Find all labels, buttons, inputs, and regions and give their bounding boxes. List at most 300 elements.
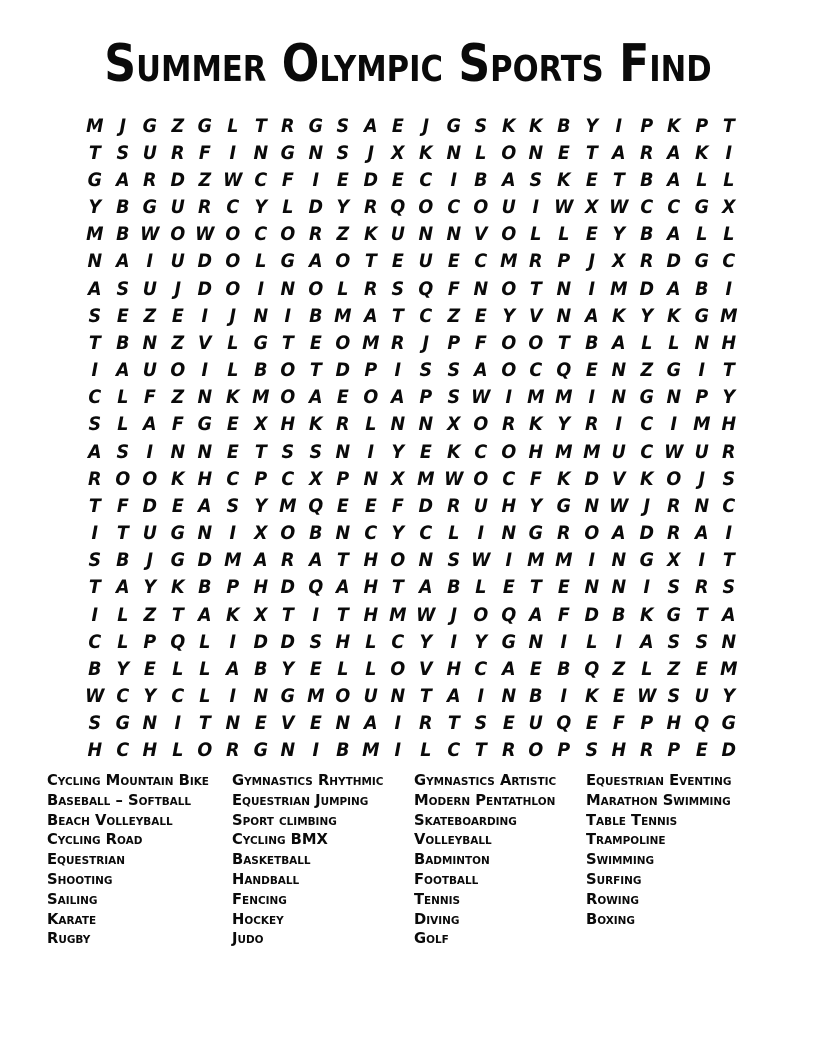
grid-cell[interactable]: O	[583, 522, 599, 545]
grid-cell[interactable]: I	[229, 630, 236, 653]
grid-cell[interactable]: E	[171, 494, 184, 517]
grid-cell[interactable]: K	[529, 114, 543, 137]
grid-cell[interactable]: E	[695, 657, 708, 680]
grid-cell[interactable]: R	[225, 739, 240, 762]
grid-cell[interactable]: N	[335, 522, 351, 545]
grid-cell[interactable]: V	[198, 331, 212, 354]
grid-cell[interactable]: L	[668, 331, 680, 354]
grid-cell[interactable]: G	[142, 114, 158, 137]
grid-cell[interactable]: L	[199, 657, 211, 680]
grid-cell[interactable]: A	[391, 386, 405, 409]
grid-cell[interactable]: N	[611, 576, 627, 599]
grid-cell[interactable]: L	[116, 630, 128, 653]
grid-cell[interactable]: E	[585, 168, 598, 191]
grid-cell[interactable]: L	[585, 630, 597, 653]
grid-cell[interactable]: D	[170, 168, 185, 191]
grid-cell[interactable]: I	[146, 440, 154, 463]
grid-cell[interactable]: A	[694, 522, 709, 545]
grid-cell[interactable]: I	[588, 386, 595, 409]
grid-cell[interactable]: P	[336, 467, 350, 490]
grid-cell[interactable]: Y	[557, 413, 571, 436]
grid-cell[interactable]: X	[253, 603, 268, 626]
grid-cell[interactable]: X	[391, 141, 405, 164]
grid-cell[interactable]: L	[723, 223, 735, 246]
grid-cell[interactable]: F	[281, 168, 294, 191]
grid-cell[interactable]: Y	[391, 440, 405, 463]
grid-cell[interactable]: E	[337, 494, 350, 517]
grid-cell[interactable]: Y	[253, 196, 267, 219]
grid-cell[interactable]: G	[115, 712, 130, 735]
grid-cell[interactable]: G	[694, 250, 709, 273]
grid-cell[interactable]: S	[309, 440, 322, 463]
grid-cell[interactable]: A	[88, 440, 102, 463]
grid-cell[interactable]: X	[667, 549, 681, 572]
grid-cell[interactable]: I	[615, 114, 623, 137]
grid-cell[interactable]: E	[530, 657, 543, 680]
grid-cell[interactable]: H	[252, 576, 268, 599]
grid-cell[interactable]: S	[447, 359, 460, 382]
grid-cell[interactable]: B	[694, 277, 709, 300]
grid-cell[interactable]: B	[639, 168, 654, 191]
grid-cell[interactable]: T	[337, 549, 349, 572]
grid-cell[interactable]: T	[530, 277, 543, 300]
grid-cell[interactable]: F	[447, 277, 460, 300]
grid-cell[interactable]: T	[88, 576, 101, 599]
grid-cell[interactable]: K	[225, 386, 240, 409]
grid-cell[interactable]: A	[667, 223, 681, 246]
grid-cell[interactable]: E	[419, 440, 432, 463]
grid-cell[interactable]: E	[474, 304, 487, 327]
grid-cell[interactable]: U	[142, 522, 158, 545]
grid-cell[interactable]: Z	[336, 223, 350, 246]
grid-cell[interactable]: S	[667, 685, 681, 708]
grid-cell[interactable]: I	[257, 277, 264, 300]
grid-cell[interactable]: I	[532, 196, 540, 219]
grid-cell[interactable]: R	[391, 331, 405, 354]
grid-cell[interactable]: X	[253, 413, 268, 436]
grid-cell[interactable]: C	[502, 467, 515, 490]
grid-cell[interactable]: S	[391, 277, 405, 300]
grid-cell[interactable]: O	[473, 603, 489, 626]
grid-cell[interactable]: J	[698, 467, 705, 490]
grid-cell[interactable]: I	[229, 685, 236, 708]
grid-cell[interactable]: I	[725, 277, 733, 300]
grid-cell[interactable]: N	[694, 494, 709, 517]
grid-cell[interactable]: G	[280, 685, 296, 708]
grid-cell[interactable]: S	[116, 141, 129, 164]
grid-cell[interactable]: L	[640, 657, 653, 680]
grid-cell[interactable]: R	[143, 168, 157, 191]
grid-cell[interactable]: H	[501, 494, 516, 517]
grid-cell[interactable]: N	[335, 440, 351, 463]
grid-cell[interactable]: N	[197, 440, 213, 463]
grid-cell[interactable]: K	[170, 467, 185, 490]
grid-cell[interactable]: E	[116, 304, 129, 327]
grid-cell[interactable]: I	[670, 413, 678, 436]
grid-cell[interactable]: O	[170, 223, 185, 246]
grid-cell[interactable]: G	[253, 331, 268, 354]
grid-cell[interactable]: I	[146, 250, 154, 273]
grid-cell[interactable]: S	[116, 277, 129, 300]
grid-cell[interactable]: V	[529, 304, 543, 327]
grid-cell[interactable]: L	[337, 277, 349, 300]
grid-cell[interactable]: R	[694, 576, 709, 599]
grid-cell[interactable]: O	[501, 359, 516, 382]
grid-cell[interactable]: A	[308, 250, 323, 273]
grid-cell[interactable]: L	[227, 331, 239, 354]
grid-cell[interactable]: L	[365, 413, 377, 436]
grid-cell[interactable]: Q	[556, 359, 572, 382]
grid-cell[interactable]: B	[88, 657, 102, 680]
grid-cell[interactable]: B	[557, 114, 571, 137]
grid-cell[interactable]: E	[309, 331, 322, 354]
grid-cell[interactable]: E	[392, 114, 405, 137]
grid-cell[interactable]: T	[337, 603, 349, 626]
grid-cell[interactable]: P	[640, 114, 653, 137]
grid-cell[interactable]: C	[171, 685, 184, 708]
grid-cell[interactable]: A	[529, 603, 543, 626]
grid-cell[interactable]: U	[473, 494, 489, 517]
grid-cell[interactable]: R	[639, 141, 654, 164]
grid-cell[interactable]: I	[615, 413, 623, 436]
grid-cell[interactable]: T	[171, 603, 184, 626]
grid-cell[interactable]: B	[557, 657, 571, 680]
grid-cell[interactable]: N	[611, 549, 627, 572]
grid-cell[interactable]: G	[197, 413, 213, 436]
grid-cell[interactable]: A	[667, 168, 681, 191]
grid-cell[interactable]: R	[363, 196, 378, 219]
grid-cell[interactable]: F	[612, 712, 625, 735]
grid-cell[interactable]: N	[666, 386, 682, 409]
grid-cell[interactable]: N	[197, 522, 213, 545]
grid-cell[interactable]: O	[335, 685, 351, 708]
grid-cell[interactable]: T	[364, 250, 377, 273]
grid-cell[interactable]: G	[528, 522, 544, 545]
grid-cell[interactable]: W	[443, 467, 464, 490]
grid-cell[interactable]: I	[505, 549, 512, 572]
grid-cell[interactable]: T	[695, 603, 708, 626]
grid-cell[interactable]: R	[667, 522, 681, 545]
grid-cell[interactable]: A	[336, 576, 350, 599]
grid-cell[interactable]: N	[142, 712, 158, 735]
grid-cell[interactable]: V	[474, 223, 488, 246]
grid-cell[interactable]: C	[667, 196, 681, 219]
grid-cell[interactable]: C	[253, 223, 267, 246]
grid-cell[interactable]: G	[639, 386, 654, 409]
grid-cell[interactable]: A	[446, 685, 461, 708]
grid-cell[interactable]: J	[422, 331, 430, 354]
grid-cell[interactable]: S	[695, 630, 708, 653]
grid-cell[interactable]: O	[528, 331, 544, 354]
grid-cell[interactable]: C	[419, 168, 433, 191]
grid-cell[interactable]: O	[308, 277, 323, 300]
grid-cell[interactable]: N	[252, 685, 268, 708]
grid-cell[interactable]: M	[279, 494, 297, 517]
grid-cell[interactable]: Y	[612, 223, 626, 246]
grid-cell[interactable]: A	[612, 522, 626, 545]
grid-cell[interactable]: K	[639, 467, 654, 490]
grid-cell[interactable]: Z	[171, 386, 184, 409]
grid-cell[interactable]: I	[560, 685, 567, 708]
grid-cell[interactable]: W	[85, 685, 105, 708]
grid-cell[interactable]: I	[698, 359, 705, 382]
grid-cell[interactable]: N	[583, 494, 599, 517]
grid-cell[interactable]: D	[197, 549, 213, 572]
grid-cell[interactable]: I	[229, 141, 236, 164]
grid-cell[interactable]: D	[363, 168, 378, 191]
grid-cell[interactable]: W	[223, 168, 243, 191]
grid-cell[interactable]: J	[119, 114, 126, 137]
grid-cell[interactable]: M	[361, 331, 380, 354]
grid-cell[interactable]: L	[365, 630, 377, 653]
grid-cell[interactable]: F	[171, 413, 184, 436]
grid-cell[interactable]: G	[280, 250, 296, 273]
grid-cell[interactable]: K	[308, 413, 323, 436]
grid-cell[interactable]: N	[225, 712, 241, 735]
grid-cell[interactable]: A	[115, 576, 130, 599]
grid-cell[interactable]: H	[363, 603, 378, 626]
grid-cell[interactable]: N	[446, 141, 461, 164]
grid-cell[interactable]: H	[666, 712, 682, 735]
grid-cell[interactable]: A	[198, 603, 212, 626]
grid-cell[interactable]: E	[557, 141, 570, 164]
grid-cell[interactable]: C	[88, 630, 102, 653]
grid-cell[interactable]: D	[142, 494, 158, 517]
grid-cell[interactable]: D	[721, 739, 737, 762]
grid-cell[interactable]: I	[450, 630, 457, 653]
grid-cell[interactable]: M	[692, 413, 711, 436]
grid-cell[interactable]: K	[170, 576, 185, 599]
grid-cell[interactable]: R	[584, 413, 599, 436]
grid-cell[interactable]: A	[115, 359, 130, 382]
grid-cell[interactable]: O	[501, 277, 516, 300]
grid-cell[interactable]: C	[529, 359, 543, 382]
grid-cell[interactable]: L	[365, 657, 377, 680]
grid-cell[interactable]: A	[308, 549, 323, 572]
grid-cell[interactable]: Q	[418, 277, 434, 300]
grid-cell[interactable]: T	[88, 141, 101, 164]
grid-cell[interactable]: Z	[198, 168, 212, 191]
grid-cell[interactable]: F	[474, 331, 487, 354]
grid-cell[interactable]: W	[609, 196, 629, 219]
grid-cell[interactable]: C	[474, 250, 488, 273]
grid-cell[interactable]: O	[528, 739, 544, 762]
grid-cell[interactable]: A	[584, 304, 599, 327]
grid-cell[interactable]: C	[226, 196, 240, 219]
grid-cell[interactable]: B	[584, 331, 598, 354]
grid-cell[interactable]: S	[447, 386, 460, 409]
grid-cell[interactable]: O	[473, 196, 489, 219]
grid-cell[interactable]: N	[252, 304, 268, 327]
grid-cell[interactable]: A	[419, 576, 433, 599]
grid-cell[interactable]: N	[611, 359, 627, 382]
grid-cell[interactable]: Y	[529, 494, 543, 517]
grid-cell[interactable]: H	[528, 440, 544, 463]
grid-cell[interactable]: G	[197, 114, 213, 137]
grid-cell[interactable]: O	[473, 413, 489, 436]
grid-cell[interactable]: R	[170, 141, 185, 164]
grid-cell[interactable]: A	[501, 657, 516, 680]
grid-cell[interactable]: B	[446, 576, 461, 599]
grid-cell[interactable]: D	[253, 630, 268, 653]
grid-cell[interactable]: N	[611, 386, 627, 409]
grid-cell[interactable]: D	[418, 494, 434, 517]
grid-cell[interactable]: S	[88, 304, 102, 327]
grid-cell[interactable]: T	[585, 141, 598, 164]
grid-cell[interactable]: Y	[502, 304, 515, 327]
grid-cell[interactable]: M	[334, 304, 352, 327]
grid-cell[interactable]: H	[280, 413, 296, 436]
grid-cell[interactable]: L	[199, 685, 211, 708]
grid-cell[interactable]: T	[723, 549, 736, 572]
grid-cell[interactable]: H	[87, 739, 103, 762]
grid-cell[interactable]: U	[529, 712, 544, 735]
grid-cell[interactable]: G	[142, 196, 158, 219]
grid-cell[interactable]: J	[450, 603, 457, 626]
grid-cell[interactable]: F	[199, 141, 212, 164]
grid-cell[interactable]: M	[417, 467, 435, 490]
grid-cell[interactable]: J	[367, 141, 374, 164]
grid-cell[interactable]: E	[226, 440, 239, 463]
grid-cell[interactable]: Y	[722, 685, 736, 708]
grid-cell[interactable]: L	[696, 223, 708, 246]
grid-cell[interactable]: S	[88, 712, 102, 735]
grid-cell[interactable]: A	[115, 168, 130, 191]
grid-cell[interactable]: I	[201, 359, 209, 382]
grid-cell[interactable]: R	[639, 250, 654, 273]
grid-cell[interactable]: E	[226, 413, 239, 436]
grid-cell[interactable]: L	[475, 141, 487, 164]
grid-cell[interactable]: U	[142, 359, 158, 382]
grid-cell[interactable]: S	[667, 630, 681, 653]
grid-cell[interactable]: O	[280, 359, 296, 382]
grid-cell[interactable]: H	[197, 467, 213, 490]
grid-cell[interactable]: M	[720, 657, 738, 680]
grid-cell[interactable]: G	[694, 196, 709, 219]
grid-cell[interactable]: O	[335, 250, 351, 273]
grid-cell[interactable]: O	[501, 331, 516, 354]
grid-cell[interactable]: G	[722, 712, 737, 735]
grid-cell[interactable]: Z	[612, 657, 626, 680]
grid-cell[interactable]: I	[229, 522, 236, 545]
grid-cell[interactable]: A	[253, 549, 268, 572]
grid-cell[interactable]: J	[422, 114, 430, 137]
grid-cell[interactable]: S	[584, 739, 598, 762]
grid-cell[interactable]: O	[501, 440, 516, 463]
grid-cell[interactable]: E	[171, 304, 184, 327]
grid-cell[interactable]: S	[529, 168, 543, 191]
grid-cell[interactable]: A	[363, 114, 378, 137]
grid-cell[interactable]: N	[473, 277, 489, 300]
grid-cell[interactable]: R	[667, 494, 681, 517]
grid-cell[interactable]: B	[612, 603, 626, 626]
grid-cell[interactable]: N	[170, 440, 185, 463]
grid-cell[interactable]: F	[116, 494, 129, 517]
grid-cell[interactable]: K	[419, 141, 433, 164]
grid-cell[interactable]: T	[254, 440, 267, 463]
grid-cell[interactable]: J	[174, 277, 181, 300]
grid-cell[interactable]: K	[363, 223, 378, 246]
grid-cell[interactable]: T	[557, 331, 570, 354]
grid-cell[interactable]: I	[91, 522, 99, 545]
grid-cell[interactable]: B	[308, 304, 323, 327]
grid-cell[interactable]: R	[501, 413, 516, 436]
grid-cell[interactable]: U	[363, 685, 378, 708]
grid-cell[interactable]: V	[281, 712, 295, 735]
grid-cell[interactable]: S	[474, 114, 488, 137]
grid-cell[interactable]: N	[694, 331, 709, 354]
grid-cell[interactable]: N	[528, 141, 544, 164]
grid-cell[interactable]: I	[450, 168, 457, 191]
grid-cell[interactable]: B	[115, 223, 130, 246]
grid-cell[interactable]: Y	[143, 576, 157, 599]
grid-cell[interactable]: R	[722, 440, 736, 463]
grid-cell[interactable]: F	[557, 603, 570, 626]
grid-cell[interactable]: O	[114, 467, 130, 490]
grid-cell[interactable]: E	[392, 250, 405, 273]
grid-cell[interactable]: C	[419, 522, 433, 545]
grid-cell[interactable]: O	[280, 223, 296, 246]
grid-cell[interactable]: D	[584, 603, 599, 626]
grid-cell[interactable]: E	[447, 250, 460, 273]
grid-cell[interactable]: S	[722, 467, 736, 490]
grid-cell[interactable]: A	[363, 304, 378, 327]
grid-cell[interactable]: I	[201, 304, 209, 327]
grid-cell[interactable]: P	[557, 250, 571, 273]
grid-cell[interactable]: S	[447, 549, 460, 572]
grid-cell[interactable]: C	[474, 440, 488, 463]
grid-cell[interactable]: E	[557, 576, 570, 599]
grid-cell[interactable]: U	[391, 223, 406, 246]
grid-cell[interactable]: G	[639, 549, 654, 572]
grid-cell[interactable]: L	[254, 250, 266, 273]
grid-cell[interactable]: E	[695, 739, 708, 762]
grid-cell[interactable]: M	[527, 549, 545, 572]
grid-cell[interactable]: I	[477, 685, 485, 708]
grid-cell[interactable]: W	[664, 440, 684, 463]
grid-cell[interactable]: M	[361, 739, 380, 762]
grid-cell[interactable]: A	[363, 712, 378, 735]
grid-cell[interactable]: I	[588, 549, 595, 572]
grid-cell[interactable]: S	[88, 413, 102, 436]
grid-cell[interactable]: N	[87, 250, 103, 273]
grid-cell[interactable]: P	[143, 630, 157, 653]
grid-cell[interactable]: W	[416, 603, 436, 626]
grid-cell[interactable]: Y	[584, 114, 598, 137]
grid-cell[interactable]: P	[667, 739, 681, 762]
grid-cell[interactable]: C	[419, 304, 433, 327]
grid-cell[interactable]: T	[723, 359, 736, 382]
grid-cell[interactable]: C	[640, 413, 653, 436]
grid-cell[interactable]: D	[197, 250, 213, 273]
grid-cell[interactable]: L	[723, 168, 735, 191]
grid-cell[interactable]: S	[88, 549, 102, 572]
grid-cell[interactable]: R	[556, 522, 571, 545]
grid-cell[interactable]: L	[116, 413, 128, 436]
grid-cell[interactable]: A	[639, 630, 654, 653]
grid-cell[interactable]: P	[695, 386, 709, 409]
grid-cell[interactable]: G	[446, 114, 461, 137]
grid-cell[interactable]: S	[722, 576, 736, 599]
grid-cell[interactable]: G	[87, 168, 102, 191]
grid-cell[interactable]: B	[639, 223, 654, 246]
grid-cell[interactable]: I	[725, 141, 733, 164]
grid-cell[interactable]: S	[116, 440, 129, 463]
grid-cell[interactable]: I	[477, 522, 485, 545]
grid-cell[interactable]: T	[419, 685, 432, 708]
grid-cell[interactable]: O	[225, 250, 241, 273]
grid-cell[interactable]: Z	[447, 304, 460, 327]
